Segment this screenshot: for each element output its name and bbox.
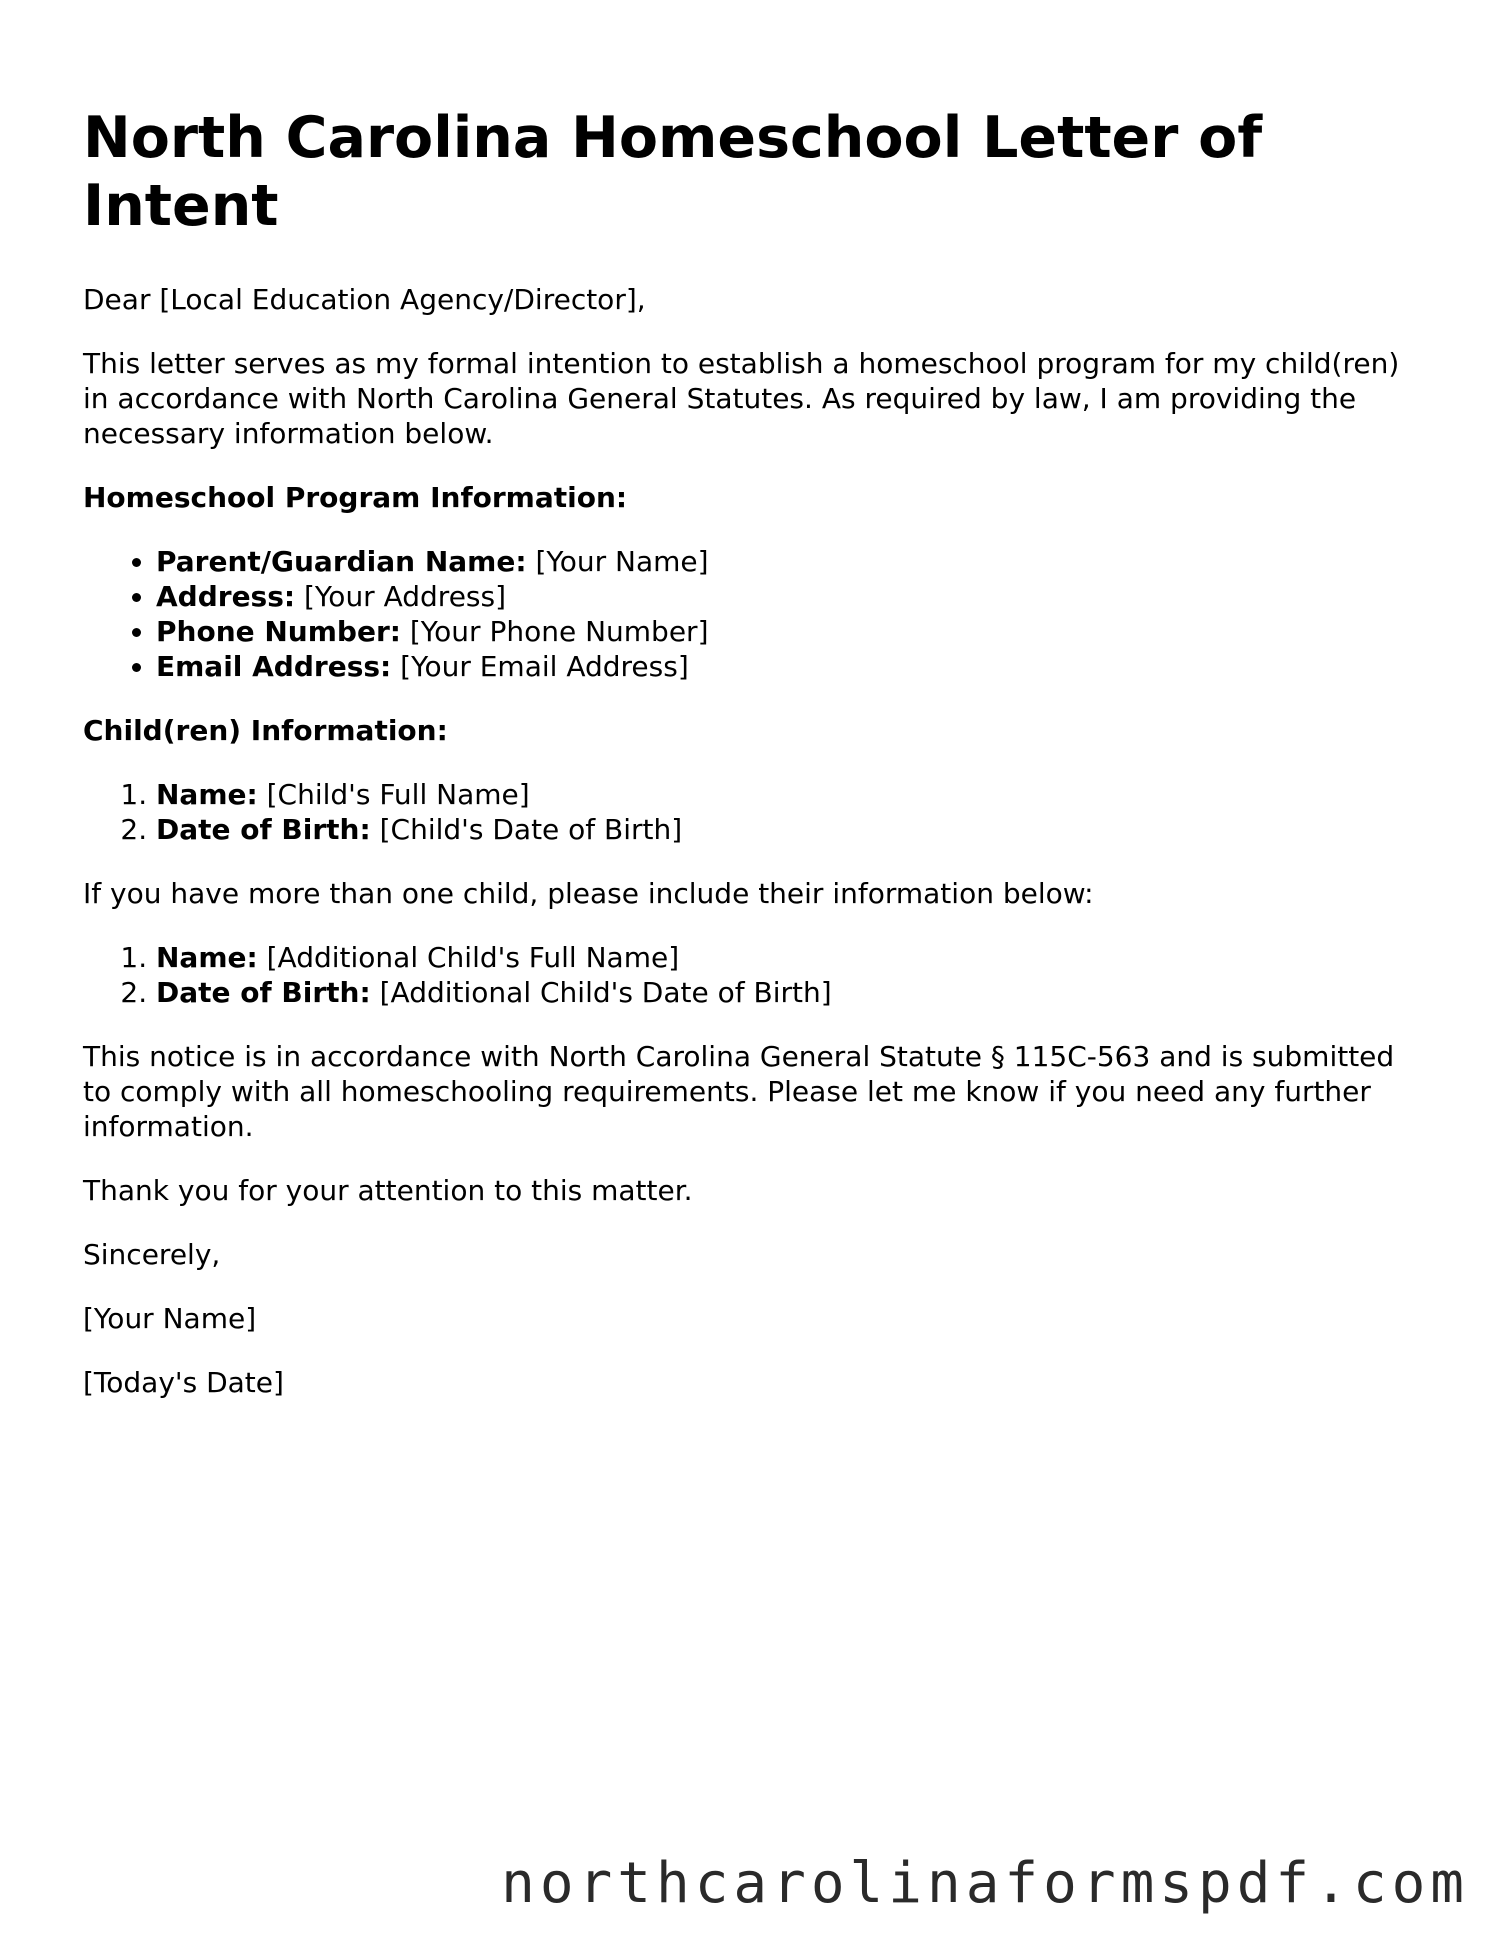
list-item [156, 579, 1423, 614]
field-label: Name: [156, 941, 258, 974]
field-label: Date of Birth: [156, 813, 371, 846]
list-item [156, 544, 1423, 579]
list-item [156, 649, 1423, 684]
letter-document [83, 104, 1423, 1429]
site-watermark: northcarolinaformspdf.com [501, 1851, 1469, 1916]
list-item [156, 777, 1423, 812]
field-value: [Child's Full Name] [266, 778, 530, 811]
field-value: [Your Address] [304, 580, 507, 613]
program-info-heading: Homeschool Program Information: [83, 481, 628, 514]
field-label: Date of Birth: [156, 976, 371, 1009]
signature-date: [Today's Date] [83, 1366, 284, 1399]
field-value: [Your Email Address] [400, 650, 689, 683]
list-item [156, 614, 1423, 649]
thanks-line: Thank you for your attention to this matter. [83, 1174, 693, 1207]
field-value: [Child's Date of Birth] [379, 813, 683, 846]
statute-paragraph: This notice is in accordance with North Carolina General Statute § 115C-563 and is submitted to comply with all homeschooling requirements. Please let me know if you need any further information. [83, 1040, 1395, 1143]
field-label: Name: [156, 778, 258, 811]
child-info-list [83, 777, 1423, 847]
field-label: Address: [156, 580, 296, 613]
closing: Sincerely, [83, 1238, 221, 1271]
program-info-list [83, 544, 1423, 684]
salutation: Dear [Local Education Agency/Director], [83, 283, 646, 316]
list-item [156, 975, 1423, 1010]
intro-paragraph: This letter serves as my formal intention to establish a homeschool program for my child(ren) in accordance with North Carolina General Statutes. As required by law, I am providing the necessary information below. [83, 347, 1400, 450]
page-title: North Carolina Homeschool Letter of Intent [83, 105, 1263, 239]
list-item [156, 940, 1423, 975]
field-label: Phone Number: [156, 615, 401, 648]
field-label: Parent/Guardian Name: [156, 545, 527, 578]
field-value: [Additional Child's Date of Birth] [379, 976, 832, 1009]
field-value: [Your Name] [535, 545, 709, 578]
additional-children-note: If you have more than one child, please include their information below: [83, 877, 1094, 910]
field-value: [Your Phone Number] [409, 615, 709, 648]
field-label: Email Address: [156, 650, 392, 683]
list-item [156, 812, 1423, 847]
children-info-heading: Child(ren) Information: [83, 714, 448, 747]
signature-name: [Your Name] [83, 1302, 257, 1335]
field-value: [Additional Child's Full Name] [266, 941, 680, 974]
additional-child-info-list [83, 940, 1423, 1010]
